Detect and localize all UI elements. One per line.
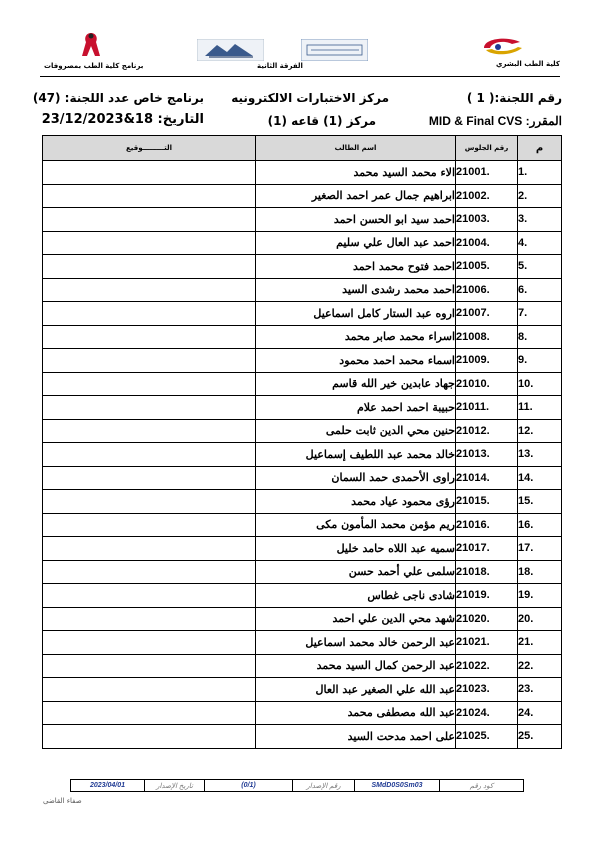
student-name: عبد الرحمن خالد محمد اسماعيل <box>256 631 456 655</box>
student-name: سلمى علي أحمد حسن <box>256 560 456 584</box>
row-number: 3. <box>518 208 562 232</box>
table-row <box>43 584 562 608</box>
row-number: 1. <box>518 161 562 185</box>
header-divider <box>40 76 560 77</box>
table-row <box>43 372 562 396</box>
table-row <box>43 466 562 490</box>
table-row <box>43 560 562 584</box>
code-label: كود رقم <box>440 780 524 792</box>
row-number: 20. <box>518 607 562 631</box>
table-row <box>43 443 562 467</box>
seat-number: 21007. <box>456 302 518 326</box>
row-number: 16. <box>518 513 562 537</box>
table-row <box>43 678 562 702</box>
student-name: اسماء محمد احمد محمود <box>256 349 456 373</box>
roster-body <box>43 161 562 749</box>
code-value: SMdD0S0Sm03 <box>355 780 440 792</box>
seat-number: 21009. <box>456 349 518 373</box>
seat-number: 21012. <box>456 419 518 443</box>
table-row <box>43 302 562 326</box>
signature-cell <box>43 654 256 678</box>
seat-number: 21005. <box>456 255 518 279</box>
student-name: عبد الرحمن كمال السيد محمد <box>256 654 456 678</box>
row-number: 23. <box>518 678 562 702</box>
row-number: 25. <box>518 725 562 749</box>
signature-cell <box>43 419 256 443</box>
center-hall: مركز (1) قاعه (1) <box>267 114 376 128</box>
signature-cell <box>43 466 256 490</box>
issue-number-label: رقم الإصدار <box>293 780 355 792</box>
seat-number: 21006. <box>456 278 518 302</box>
table-row <box>43 208 562 232</box>
table-row <box>43 184 562 208</box>
signature-cell <box>43 396 256 420</box>
program-committee-count: برنامج خاص عدد اللجنة: (47) <box>32 91 204 105</box>
student-name: جهاد عابدين خير الله قاسم <box>256 372 456 396</box>
signature-cell <box>43 584 256 608</box>
signature-cell <box>43 607 256 631</box>
seat-number: 21016. <box>456 513 518 537</box>
seat-number-header: رقم الجلوس <box>456 136 518 161</box>
student-name: احمد سيد ابو الحسن احمد <box>256 208 456 232</box>
signature-cell <box>43 490 256 514</box>
seat-number: 21020. <box>456 607 518 631</box>
student-name: ابراهيم جمال عمر احمد الصغير <box>256 184 456 208</box>
student-name: حبيبة احمد احمد علام <box>256 396 456 420</box>
row-number: 24. <box>518 701 562 725</box>
faculty-name: كلية الطب البشري <box>496 60 560 68</box>
student-roster-table <box>42 135 562 749</box>
signature-cell <box>43 278 256 302</box>
row-number: 14. <box>518 466 562 490</box>
exam-date: التاريخ: 18&23/12/2023 <box>41 112 204 127</box>
signature-cell <box>43 678 256 702</box>
row-number: 12. <box>518 419 562 443</box>
seat-number: 21024. <box>456 701 518 725</box>
student-name: راوى الأحمدى حمد السمان <box>256 466 456 490</box>
table-header-row <box>43 136 562 161</box>
signature-cell <box>43 184 256 208</box>
student-name: اروه عبد الستار كامل اسماعيل <box>256 302 456 326</box>
seat-number: 21003. <box>456 208 518 232</box>
signature-cell <box>43 349 256 373</box>
seat-number: 21001. <box>456 161 518 185</box>
seat-number: 21017. <box>456 537 518 561</box>
signature-cell <box>43 231 256 255</box>
student-name: احمد فتوح محمد احمد <box>256 255 456 279</box>
table-row <box>43 396 562 420</box>
row-number: 7. <box>518 302 562 326</box>
student-name-header: اسم الطالب <box>256 136 456 161</box>
student-name: احمد محمد رشدى السيد <box>256 278 456 302</box>
signature-cell <box>43 302 256 326</box>
signature-cell <box>43 537 256 561</box>
issue-number-value: (0/1) <box>205 780 293 792</box>
row-number: 13. <box>518 443 562 467</box>
row-number: 10. <box>518 372 562 396</box>
table-row <box>43 701 562 725</box>
student-name: سميه عبد اللاه حامد خليل <box>256 537 456 561</box>
seat-number: 21008. <box>456 325 518 349</box>
signature-cell <box>43 255 256 279</box>
author-name: صفاء القاضى <box>43 797 82 805</box>
seat-number: 21021. <box>456 631 518 655</box>
student-name: عبد الله مصطفى محمد <box>256 701 456 725</box>
row-number: 4. <box>518 231 562 255</box>
row-number: 11. <box>518 396 562 420</box>
seat-number: 21002. <box>456 184 518 208</box>
seat-number: 21025. <box>456 725 518 749</box>
signature-cell <box>43 513 256 537</box>
student-name: عبد الله علي الصغير عبد العال <box>256 678 456 702</box>
table-row <box>43 278 562 302</box>
signature-cell <box>43 325 256 349</box>
student-name: رؤى محمود عياد محمد <box>256 490 456 514</box>
student-name: اسراء محمد صابر محمد <box>256 325 456 349</box>
table-row <box>43 725 562 749</box>
table-row <box>43 349 562 373</box>
issue-date-label: تاريخ الإصدار <box>145 780 205 792</box>
row-number: 2. <box>518 184 562 208</box>
faculty-logo-icon <box>478 34 530 58</box>
signature-cell <box>43 560 256 584</box>
table-row <box>43 161 562 185</box>
row-number: 22. <box>518 654 562 678</box>
row-number: 6. <box>518 278 562 302</box>
row-number: 9. <box>518 349 562 373</box>
program-logo-icon <box>76 30 106 60</box>
table-row <box>43 255 562 279</box>
signature-cell <box>43 443 256 467</box>
seat-number: 21010. <box>456 372 518 396</box>
signature-cell <box>43 208 256 232</box>
seat-number: 21015. <box>456 490 518 514</box>
signature-cell <box>43 631 256 655</box>
table-row <box>43 654 562 678</box>
committee-number: رقم اللجنة:( 1 ) <box>466 91 562 105</box>
table-row <box>43 490 562 514</box>
student-name: ريم مؤمن محمد المأمون مكى <box>256 513 456 537</box>
signature-cell <box>43 372 256 396</box>
seat-number: 21004. <box>456 231 518 255</box>
row-number: 5. <box>518 255 562 279</box>
seat-number: 21013. <box>456 443 518 467</box>
table-row <box>43 537 562 561</box>
row-number-header: م <box>518 136 562 161</box>
center-name: مركز الاختبارات الالكترونيه <box>231 91 389 105</box>
row-number: 18. <box>518 560 562 584</box>
table-row <box>43 419 562 443</box>
seat-number: 21019. <box>456 584 518 608</box>
student-name: على احمد مدحت السيد <box>256 725 456 749</box>
course-name: المقرر: MID & Final CVS <box>428 114 562 128</box>
signature-header: التـــــــــوقيع <box>43 136 256 161</box>
seat-number: 21018. <box>456 560 518 584</box>
row-number: 21. <box>518 631 562 655</box>
table-row <box>43 325 562 349</box>
row-number: 17. <box>518 537 562 561</box>
seat-number: 21014. <box>456 466 518 490</box>
student-name: حنين محي الدين ثابت حلمى <box>256 419 456 443</box>
student-name: الاء محمد السيد محمد <box>256 161 456 185</box>
seat-number: 21023. <box>456 678 518 702</box>
student-name: احمد عبد العال علي سليم <box>256 231 456 255</box>
document-control-table <box>70 779 524 792</box>
student-name: خالد محمد عبد اللطيف إسماعيل <box>256 443 456 467</box>
seat-number: 21022. <box>456 654 518 678</box>
signature-cell <box>43 161 256 185</box>
table-row <box>43 231 562 255</box>
row-number: 15. <box>518 490 562 514</box>
year-label: الفرقة الثانية <box>257 62 303 70</box>
seat-number: 21011. <box>456 396 518 420</box>
table-row <box>43 513 562 537</box>
signature-cell <box>43 701 256 725</box>
row-number: 8. <box>518 325 562 349</box>
table-row <box>43 631 562 655</box>
signature-cell <box>43 725 256 749</box>
student-name: شهد محي الدين علي احمد <box>256 607 456 631</box>
student-name: شادى ناجى غطاس <box>256 584 456 608</box>
exam-center-logo-icon <box>301 39 368 61</box>
table-row <box>43 607 562 631</box>
program-name: برنامج كلية الطب بمصروفات <box>44 62 144 70</box>
university-logo-icon <box>197 39 264 61</box>
issue-date-value: 2023/04/01 <box>71 780 145 792</box>
row-number: 19. <box>518 584 562 608</box>
